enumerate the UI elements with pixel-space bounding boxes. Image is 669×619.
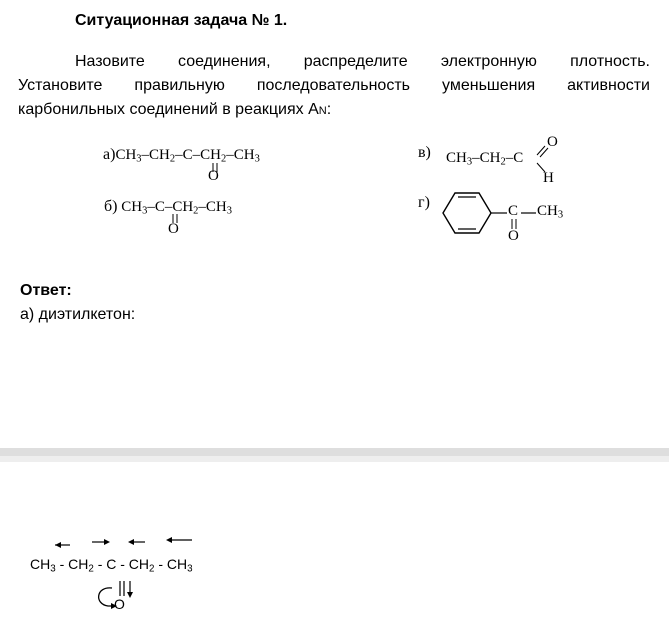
task-title: Ситуационная задача № 1. bbox=[75, 12, 288, 29]
task-line-3: карбонильных соединений в реакциях AN: bbox=[18, 101, 332, 118]
formula-g-carbon: C bbox=[508, 203, 519, 219]
diagram-oxygen: O bbox=[114, 596, 125, 612]
formula-g-methyl: $CH_3$ bbox=[537, 203, 564, 221]
formula-b-oxygen: O bbox=[168, 221, 179, 237]
formula-b: б) $CH_3-C-CH_2-CH_3$ bbox=[104, 198, 232, 217]
formula-v-label: в) bbox=[418, 144, 431, 161]
task-line-1: Назовите соединения, распределите электронную плотность. bbox=[75, 53, 650, 70]
formula-v-hydrogen: H bbox=[543, 170, 554, 186]
formula-a: $а)CH_3-CH_2-C-CH_2-CH_3$ bbox=[103, 146, 260, 165]
task-line-2: Установите правильную последовательность уменьшения активности bbox=[18, 77, 650, 94]
formula-g-label: г) bbox=[418, 194, 430, 211]
formula-g-oxygen: O bbox=[508, 228, 519, 244]
formula-a-oxygen: O bbox=[208, 168, 219, 184]
formula-v-oxygen: O bbox=[547, 134, 558, 150]
answer-heading: Ответ: bbox=[20, 282, 72, 299]
diagram-formula: $CH_3 - CH_2$ - C - $CH_2 - CH_3$ bbox=[30, 556, 193, 575]
formula-v: $CH_3-CH_2-C$ bbox=[446, 150, 524, 168]
answer-item-a: а) диэтилкетон: bbox=[20, 306, 136, 323]
